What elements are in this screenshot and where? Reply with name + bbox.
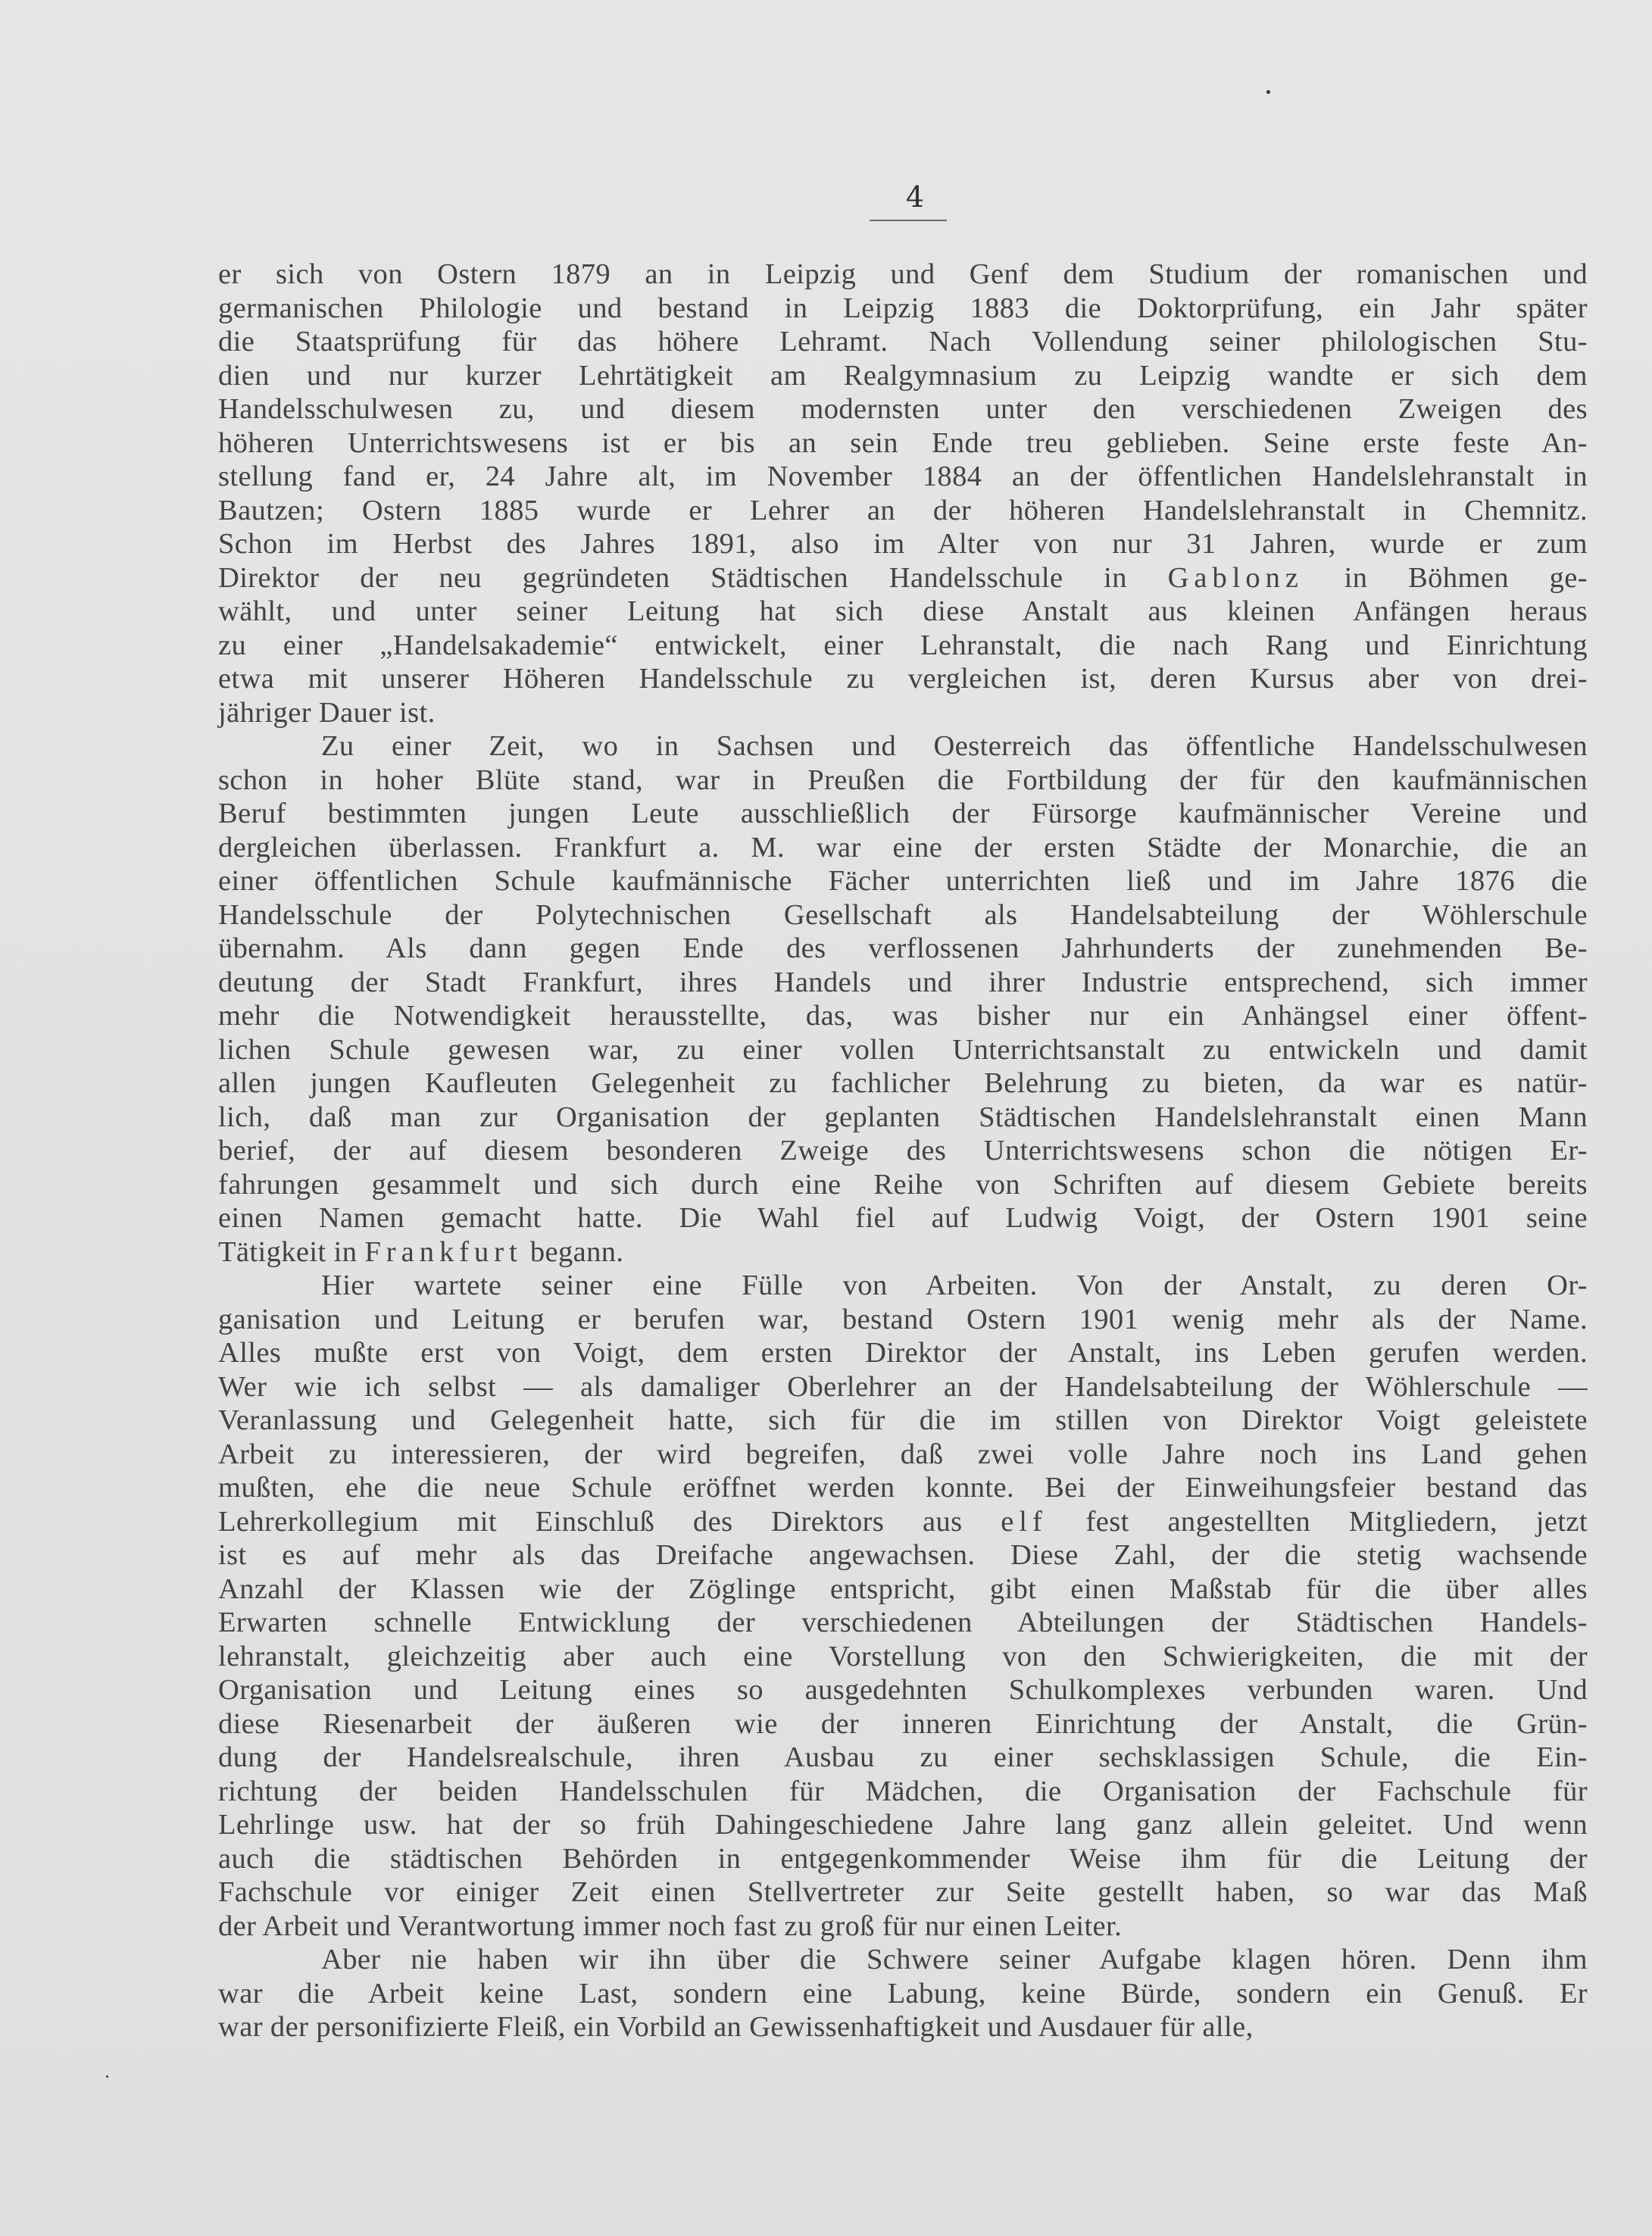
paragraph	[218, 1269, 1588, 1943]
text-line: dung der Handelsrealschule, ihren Ausbau zu einer sechsklassigen Schule, die Ein-	[218, 1741, 1588, 1773]
text-line: Alles mußte erst von Voigt, dem ersten Direktor der Anstalt, ins Leben gerufen werden.	[218, 1337, 1588, 1369]
text-line: etwa mit unserer Höheren Handelsschule zu vergleichen ist, deren Kursus aber von drei-	[218, 663, 1588, 695]
scan-speck	[1266, 90, 1270, 94]
scan-speck	[106, 2075, 108, 2078]
paragraph	[218, 1943, 1588, 2044]
text-line: übernahm. Als dann gegen Ende des verflossenen Jahrhunderts der zunehmenden Be-	[218, 932, 1588, 964]
text-line: allen jungen Kaufleuten Gelegenheit zu fachlicher Belehrung zu bieten, da war es natür-	[218, 1067, 1588, 1099]
text-line: auch die städtischen Behörden in entgegenkommender Weise ihm für die Leitung der	[218, 1842, 1588, 1875]
text-line: ist es auf mehr als das Dreifache angewachsen. Diese Zahl, der die stetig wachsende	[218, 1539, 1588, 1571]
emphasized-word: Gablonz	[1167, 561, 1304, 594]
text-line: Organisation und Leitung eines so ausgedehnten Schulkomplexes verbunden waren. Und	[218, 1674, 1588, 1706]
text-line: Erwarten schnelle Entwicklung der verschiedenen Abteilungen der Städtischen Handels-	[218, 1607, 1588, 1638]
text-line: berief, der auf diesem besonderen Zweige des Unterrichtswesens schon die nötigen Er-	[218, 1135, 1588, 1166]
text-line: der Arbeit und Verantwortung immer noch fast zu groß für nur einen Leiter.	[218, 1910, 1123, 1942]
paragraph	[218, 258, 1588, 729]
page-number-rule	[870, 220, 947, 221]
text-line: Anzahl der Klassen wie der Zöglinge entspricht, gibt einen Maßstab für die über alles	[218, 1572, 1588, 1605]
text-line: Beruf bestimmten jungen Leute ausschließlich der Fürsorge kaufmännischer Vereine und	[218, 798, 1588, 829]
body-text	[218, 258, 1588, 2044]
text-line: deutung der Stadt Frankfurt, ihres Handels und ihrer Industrie entsprechend, sich immer	[218, 966, 1588, 998]
text-line: lich, daß man zur Organisation der geplanten Städtischen Handelslehranstalt einen Mann	[218, 1101, 1588, 1133]
text-line: richtung der beiden Handelsschulen für Mädchen, die Organisation der Fachschule für	[218, 1775, 1588, 1807]
text-line: Hier wartete seiner eine Fülle von Arbeiten. Von der Anstalt, zu deren Or-	[321, 1269, 1588, 1301]
text-line: er sich von Ostern 1879 an in Leipzig und Genf dem Studium der romanischen und	[218, 258, 1588, 290]
text-line: war der personifizierte Fleiß, ein Vorbild an Gewissenhaftigkeit und Ausdauer für alle,	[218, 2011, 1254, 2043]
text-line: ganisation und Leitung er berufen war, bestand Ostern 1901 wenig mehr als der Name.	[218, 1303, 1588, 1335]
text-line: Wer wie ich selbst — als damaliger Oberlehrer an der Handelsabteilung der Wöhlerschule —	[218, 1370, 1588, 1403]
text-line: war die Arbeit keine Last, sondern eine Labung, keine Bürde, sondern ein Genuß. Er	[218, 1977, 1588, 2010]
text-line: lichen Schule gewesen war, zu einer vollen Unterrichtsanstalt zu entwickeln und damit	[218, 1033, 1588, 1066]
text-line: jähriger Dauer ist.	[218, 696, 436, 729]
text-line: lehranstalt, gleichzeitig aber auch eine Vorstellung von den Schwierigkeiten, die mit der	[218, 1640, 1588, 1672]
text-line: Zu einer Zeit, wo in Sachsen und Oesterreich das öffentliche Handelsschulwesen	[321, 730, 1588, 762]
text-line: Arbeit zu interessieren, der wird begreifen, daß zwei volle Jahre noch ins Land gehen	[218, 1438, 1588, 1470]
text-line: Schon im Herbst des Jahres 1891, also im Alter von nur 31 Jahren, wurde er zum	[218, 528, 1588, 560]
text-line: mußten, ehe die neue Schule eröffnet werden konnte. Bei der Einweihungsfeier bestand das	[218, 1472, 1588, 1504]
page-number: 4	[905, 180, 925, 214]
text-line: schon in hoher Blüte stand, war in Preußen die Fortbildung der für den kaufmännischen	[218, 764, 1588, 796]
text-line: dien und nur kurzer Lehrtätigkeit am Realgymnasium zu Leipzig wandte er sich dem	[218, 359, 1588, 392]
text-line: Lehrlinge usw. hat der so früh Dahingeschiedene Jahre lang ganz allein geleitet. Und wenn	[218, 1809, 1588, 1841]
emphasized-word: elf	[1001, 1505, 1048, 1538]
text-line: fahrungen gesammelt und sich durch eine Reihe von Schriften auf diesem Gebiete bereits	[218, 1168, 1588, 1201]
text-line: einen Namen gemacht hatte. Die Wahl fiel auf Ludwig Voigt, der Ostern 1901 seine	[218, 1202, 1588, 1234]
text-line: die Staatsprüfung für das höhere Lehramt. Nach Vollendung seiner philologischen Stu-	[218, 326, 1588, 358]
text-line: Fachschule vor einiger Zeit einen Stellvertreter zur Seite gestellt haben, so war das Maß	[218, 1876, 1588, 1908]
text-line: Aber nie haben wir ihn über die Schwere seiner Aufgabe klagen hören. Denn ihm	[321, 1944, 1588, 1975]
text-line: dergleichen überlassen. Frankfurt a. M. war eine der ersten Städte der Monarchie, die an	[218, 831, 1588, 863]
text-line: Handelsschulwesen zu, und diesem modernsten unter den verschiedenen Zweigen des	[218, 393, 1588, 425]
text-line: Direktor der neu gegründeten Städtischen Handelsschule in Gablonz in Böhmen ge-	[218, 561, 1588, 594]
text-line: Veranlassung und Gelegenheit hatte, sich für die im stillen von Direktor Voigt geleistete	[218, 1404, 1588, 1436]
text-line: diese Riesenarbeit der äußeren wie der inneren Einrichtung der Anstalt, die Grün-	[218, 1707, 1588, 1740]
text-line: einer öffentlichen Schule kaufmännische Fächer unterrichten ließ und im Jahre 1876 die	[218, 865, 1588, 897]
emphasized-word: Frankfurt	[364, 1235, 523, 1268]
text-line: höheren Unterrichtswesens ist er bis an sein Ende treu geblieben. Seine erste feste An-	[218, 426, 1588, 459]
text-line: Tätigkeit in Frankfurt begann.	[218, 1235, 624, 1268]
text-line: zu einer „Handelsakademie“ entwickelt, einer Lehranstalt, die nach Rang und Einrichtung	[218, 629, 1588, 661]
text-line: mehr die Notwendigkeit herausstellte, das, was bisher nur ein Anhängsel einer öffent-	[218, 1000, 1588, 1032]
text-line: germanischen Philologie und bestand in Leipzig 1883 die Doktorprüfung, ein Jahr später	[218, 292, 1588, 324]
paragraph	[218, 729, 1588, 1269]
text-line: Bautzen; Ostern 1885 wurde er Lehrer an der höheren Handelslehranstalt in Chemnitz.	[218, 494, 1588, 526]
text-line: stellung fand er, 24 Jahre alt, im November 1884 an der öffentlichen Handelslehranstalt in	[218, 461, 1588, 492]
text-line: Handelsschule der Polytechnischen Gesellschaft als Handelsabteilung der Wöhlerschule	[218, 898, 1588, 931]
text-line: wählt, und unter seiner Leitung hat sich diese Anstalt aus kleinen Anfängen heraus	[218, 595, 1588, 627]
text-line: Lehrerkollegium mit Einschluß des Direktors aus elf fest angestellten Mitgliedern, jetzt	[218, 1505, 1588, 1538]
